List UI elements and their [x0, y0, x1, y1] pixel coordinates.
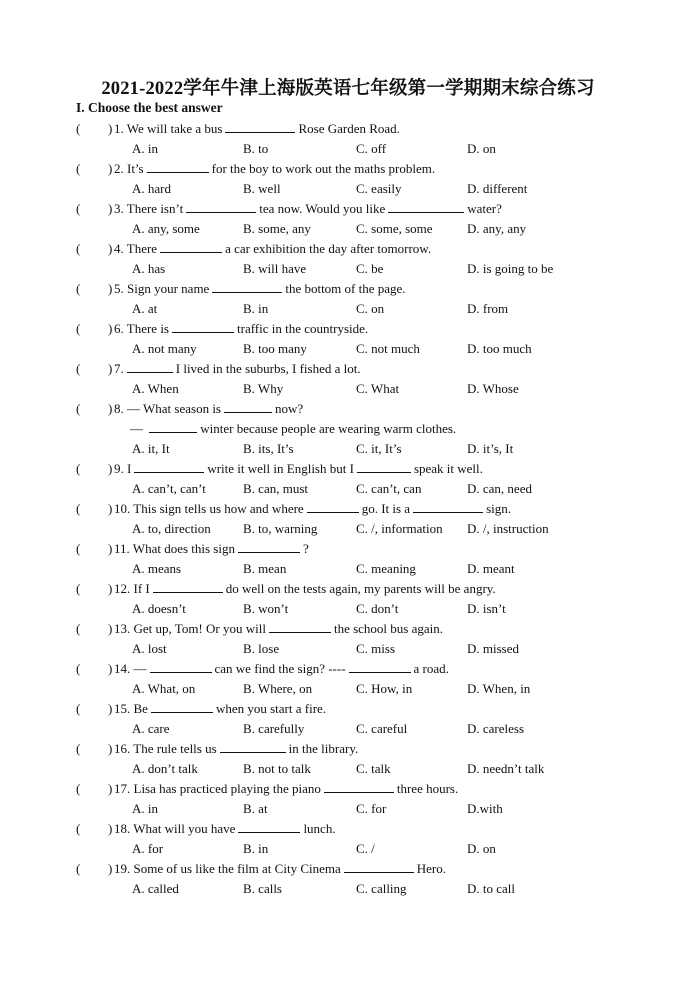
question-number: 17. [114, 781, 131, 796]
stem-text: three hours. [396, 781, 459, 796]
option-a[interactable]: A. can’t, can’t [132, 481, 206, 496]
option-b[interactable]: B. can, must [243, 481, 308, 496]
answer-blank [151, 701, 213, 713]
answer-blank [160, 241, 222, 253]
option-c[interactable]: C. not much [356, 341, 420, 356]
stem-text: If I [130, 581, 150, 596]
option-a[interactable]: A. called [132, 881, 179, 896]
option-d[interactable]: D. different [467, 181, 528, 196]
answer-bracket-close[interactable]: ) [108, 241, 113, 256]
answer-bracket-close[interactable]: ) [108, 821, 113, 836]
answer-bracket-open: ( [76, 321, 81, 336]
option-b[interactable]: B. well [243, 181, 281, 196]
option-b[interactable]: B. to, warning [243, 521, 318, 536]
question-number: 10. [114, 501, 131, 516]
option-c[interactable]: C. for [356, 801, 387, 816]
stem-text: now? [275, 401, 304, 416]
question-stem [114, 861, 446, 877]
option-a[interactable]: A. in [132, 141, 158, 156]
option-d[interactable]: D. to call [467, 881, 516, 896]
question-item [0, 780, 696, 820]
answer-bracket-close[interactable]: ) [108, 461, 113, 476]
question-stem [114, 781, 458, 797]
question-number: 19. [114, 861, 131, 876]
question-number: 6. [114, 321, 124, 336]
option-a[interactable]: A. means [132, 561, 182, 576]
question-item [0, 400, 696, 460]
option-d[interactable]: D. can, need [467, 481, 532, 496]
question-number: 9. [114, 461, 124, 476]
option-c[interactable]: C. off [356, 141, 387, 156]
question-stem [114, 661, 449, 677]
question-item [0, 660, 696, 700]
answer-bracket-open: ( [76, 121, 81, 136]
answer-blank [357, 461, 411, 473]
answer-bracket-close[interactable]: ) [108, 281, 113, 296]
question-number: 12. [114, 581, 131, 596]
answer-bracket-open: ( [76, 821, 81, 836]
question-stem [114, 401, 303, 417]
question-number: 1. [114, 121, 124, 136]
question-item [0, 820, 696, 860]
option-d[interactable]: D. Whose [467, 381, 519, 396]
option-a[interactable]: A. at [132, 301, 158, 316]
option-b[interactable]: B. lose [243, 641, 280, 656]
answer-bracket-close[interactable]: ) [108, 621, 113, 636]
question-number: 7. [114, 361, 124, 376]
question-item [0, 360, 696, 400]
option-c[interactable]: C. can’t, can [356, 481, 422, 496]
option-d[interactable]: D. on [467, 141, 496, 156]
option-d[interactable]: D. meant [467, 561, 515, 576]
answer-bracket-close[interactable]: ) [108, 321, 113, 336]
question-item [0, 460, 696, 500]
option-d[interactable]: D.with [467, 801, 503, 816]
answer-bracket-open: ( [76, 161, 81, 176]
section-heading: I. Choose the best answer [76, 100, 223, 115]
stem-text: write it well in English but I [207, 461, 354, 476]
answer-bracket-open: ( [76, 461, 81, 476]
stem-text: when you start a fire. [215, 701, 327, 716]
question-number: 4. [114, 241, 124, 256]
question-item [0, 120, 696, 160]
answer-bracket-close[interactable]: ) [108, 741, 113, 756]
stem-text: What will you have [130, 821, 236, 836]
option-c[interactable]: C. on [356, 301, 385, 316]
answer-bracket-close[interactable]: ) [108, 861, 113, 876]
option-b[interactable]: B. its, It’s [243, 441, 294, 456]
answer-blank [212, 281, 282, 293]
stem-text: — [130, 661, 147, 676]
answer-bracket-close[interactable]: ) [108, 581, 113, 596]
question-stem [114, 501, 511, 517]
stem-text: for the boy to work out the maths problem. [211, 161, 436, 176]
option-c[interactable]: C. don’t [356, 601, 399, 616]
question-number: 18. [114, 821, 131, 836]
option-b[interactable]: B. calls [243, 881, 282, 896]
stem-text: It’s [123, 161, 144, 176]
question-item [0, 320, 696, 360]
option-b[interactable]: B. won’t [243, 601, 289, 616]
option-a[interactable]: A. don’t talk [132, 761, 198, 776]
answer-bracket-open: ( [76, 741, 81, 756]
option-a[interactable]: A. any, some [132, 221, 200, 236]
option-c[interactable]: C. calling [356, 881, 407, 896]
stem-text: in the library. [288, 741, 359, 756]
answer-blank [225, 121, 295, 133]
answer-blank [413, 501, 483, 513]
answer-bracket-close[interactable]: ) [108, 501, 113, 516]
answer-bracket-open: ( [76, 621, 81, 636]
question-item [0, 160, 696, 200]
stem-text: lunch. [303, 821, 336, 836]
stem-text: The rule tells us [130, 741, 217, 756]
option-a[interactable]: A. has [132, 261, 166, 276]
answer-bracket-close[interactable]: ) [108, 121, 113, 136]
question-stem [114, 121, 400, 137]
answer-bracket-open: ( [76, 661, 81, 676]
option-b[interactable]: B. will have [243, 261, 307, 276]
option-b[interactable]: B. to [243, 141, 269, 156]
question-stem [114, 361, 361, 377]
stem-text: Lisa has practiced playing the piano [130, 781, 321, 796]
option-c[interactable]: C. How, in [356, 681, 413, 696]
stem-text: Some of us like the film at City Cinema [130, 861, 341, 876]
option-a[interactable]: A. for [132, 841, 164, 856]
question-item [0, 860, 696, 900]
answer-blank [149, 421, 197, 433]
option-c[interactable]: C. What [356, 381, 400, 396]
option-c[interactable]: C. it, It’s [356, 441, 402, 456]
answer-bracket-close[interactable]: ) [108, 781, 113, 796]
answer-bracket-open: ( [76, 361, 81, 376]
answer-blank [307, 501, 359, 513]
answer-blank [269, 621, 331, 633]
answer-blank [127, 361, 173, 373]
option-d[interactable]: D. any, any [467, 221, 527, 236]
answer-bracket-open: ( [76, 541, 81, 556]
question-number: 13. [114, 621, 131, 636]
question-stem [114, 461, 483, 477]
answer-bracket-close[interactable]: ) [108, 701, 113, 716]
answer-blank [349, 661, 411, 673]
stem-text: — [130, 421, 147, 436]
stem-text: Be [130, 701, 148, 716]
question-number: 8. [114, 401, 124, 416]
stem-text: Get up, Tom! Or you will [130, 621, 266, 636]
option-b[interactable]: B. some, any [243, 221, 311, 236]
question-stem [114, 581, 496, 597]
option-d[interactable]: D. missed [467, 641, 519, 656]
stem-text: I lived in the suburbs, I fished a lot. [175, 361, 361, 376]
stem-text: winter because people are wearing warm clothes. [200, 421, 457, 436]
answer-bracket-open: ( [76, 701, 81, 716]
option-b[interactable]: B. mean [243, 561, 287, 576]
stem-text: a road. [413, 661, 449, 676]
answer-bracket-close[interactable]: ) [108, 661, 113, 676]
question-number: 2. [114, 161, 124, 176]
question-list [0, 120, 696, 900]
answer-blank [344, 861, 414, 873]
page-title: 2021-2022学年牛津上海版英语七年级第一学期期末综合练习 [101, 79, 595, 99]
option-d[interactable]: D. it’s, It [467, 441, 514, 456]
option-c[interactable]: C. /, information [356, 521, 443, 536]
option-a[interactable]: A. not many [132, 341, 197, 356]
option-b[interactable]: B. carefully [243, 721, 305, 736]
question-item [0, 240, 696, 280]
question-number: 14. [114, 661, 131, 676]
question-number: 11. [114, 541, 130, 556]
answer-blank [153, 581, 223, 593]
question-stem [114, 201, 502, 217]
question-number: 16. [114, 741, 131, 756]
question-stem [114, 701, 326, 717]
option-a[interactable]: A. doesn’t [132, 601, 186, 616]
question-stem [114, 161, 435, 177]
option-b[interactable]: B. Why [243, 381, 284, 396]
stem-text: We will take a bus [123, 121, 223, 136]
stem-text: Rose Garden Road. [298, 121, 400, 136]
question-stem [114, 541, 309, 557]
question-item [0, 280, 696, 320]
stem-text: There isn’t [123, 201, 184, 216]
stem-text: the school bus again. [333, 621, 443, 636]
option-b[interactable]: B. in [243, 301, 269, 316]
question-stem [114, 241, 431, 257]
answer-bracket-open: ( [76, 281, 81, 296]
question-stem [114, 621, 443, 637]
option-d[interactable]: D. is going to be [467, 261, 554, 276]
stem-text: traffic in the countryside. [237, 321, 369, 336]
question-item [0, 620, 696, 660]
answer-blank [134, 461, 204, 473]
question-item [0, 580, 696, 620]
stem-text: What does this sign [129, 541, 235, 556]
answer-blank [324, 781, 394, 793]
stem-text: ? [302, 541, 309, 556]
option-c[interactable]: C. / [356, 841, 375, 856]
answer-bracket-open: ( [76, 861, 81, 876]
answer-blank [238, 821, 300, 833]
option-c[interactable]: C. miss [356, 641, 396, 656]
answer-blank [172, 321, 234, 333]
answer-blank [388, 201, 464, 213]
stem-text: There [123, 241, 158, 256]
question-stem [114, 281, 406, 297]
option-d[interactable]: D. /, instruction [467, 521, 549, 536]
option-c[interactable]: C. careful [356, 721, 408, 736]
question-number: 3. [114, 201, 124, 216]
question-stem [114, 741, 358, 757]
option-a[interactable]: A. What, on [132, 681, 196, 696]
stem-text: sign. [486, 501, 511, 516]
question-item [0, 500, 696, 540]
option-c[interactable]: C. some, some [356, 221, 433, 236]
stem-text: can we find the sign? ---- [214, 661, 346, 676]
answer-blank [186, 201, 256, 213]
question-stem [114, 321, 368, 337]
option-b[interactable]: B. too many [243, 341, 307, 356]
answer-bracket-open: ( [76, 581, 81, 596]
option-a[interactable]: A. it, It [132, 441, 170, 456]
stem-text: do well on the tests again, my parents will be angry. [225, 581, 496, 596]
stem-text: Sign your name [123, 281, 210, 296]
option-c[interactable]: C. meaning [356, 561, 416, 576]
question-item [0, 200, 696, 240]
option-a[interactable]: A. to, direction [132, 521, 211, 536]
option-c[interactable]: C. talk [356, 761, 391, 776]
option-c[interactable]: C. be [356, 261, 384, 276]
option-d[interactable]: D. When, in [467, 681, 531, 696]
option-d[interactable]: D. from [467, 301, 509, 316]
stem-text: go. It is a [361, 501, 411, 516]
option-d[interactable]: D. too much [467, 341, 532, 356]
question-stem [114, 821, 336, 837]
stem-text: speak it well. [413, 461, 483, 476]
stem-text: — What season is [123, 401, 221, 416]
option-b[interactable]: B. at [243, 801, 268, 816]
option-b[interactable]: B. not to talk [243, 761, 311, 776]
option-c[interactable]: C. easily [356, 181, 402, 196]
stem-text: a car exhibition the day after tomorrow. [225, 241, 432, 256]
question-number: 15. [114, 701, 131, 716]
stem-text: tea now. Would you like [259, 201, 386, 216]
answer-bracket-close[interactable]: ) [108, 361, 113, 376]
stem-text: There is [123, 321, 169, 336]
answer-blank [150, 661, 212, 673]
stem-text: Hero. [416, 861, 447, 876]
option-d[interactable]: D. needn’t talk [467, 761, 545, 776]
answer-bracket-close[interactable]: ) [108, 161, 113, 176]
option-d[interactable]: D. careless [467, 721, 525, 736]
answer-blank [220, 741, 286, 753]
stem-text: I [123, 461, 132, 476]
answer-bracket-close[interactable]: ) [108, 541, 113, 556]
answer-bracket-close[interactable]: ) [108, 201, 113, 216]
answer-blank [238, 541, 300, 553]
stem-text: This sign tells us how and where [130, 501, 304, 516]
option-a[interactable]: A. in [132, 801, 158, 816]
option-a[interactable]: A. lost [132, 641, 167, 656]
option-b[interactable]: B. in [243, 841, 269, 856]
question-item [0, 740, 696, 780]
option-a[interactable]: A. When [132, 381, 179, 396]
stem-text: the bottom of the page. [285, 281, 406, 296]
option-b[interactable]: B. Where, on [243, 681, 313, 696]
answer-bracket-open: ( [76, 781, 81, 796]
answer-bracket-open: ( [76, 501, 81, 516]
option-d[interactable]: D. on [467, 841, 496, 856]
answer-blank [224, 401, 272, 413]
question-item [0, 700, 696, 740]
answer-blank [147, 161, 209, 173]
question-number: 5. [114, 281, 124, 296]
option-a[interactable]: A. hard [132, 181, 171, 196]
dialogue-line [130, 421, 456, 437]
option-d[interactable]: D. isn’t [467, 601, 506, 616]
option-a[interactable]: A. care [132, 721, 170, 736]
answer-bracket-open: ( [76, 401, 81, 416]
answer-bracket-open: ( [76, 201, 81, 216]
question-item [0, 540, 696, 580]
answer-bracket-close[interactable]: ) [108, 401, 113, 416]
stem-text: water? [467, 201, 502, 216]
answer-bracket-open: ( [76, 241, 81, 256]
